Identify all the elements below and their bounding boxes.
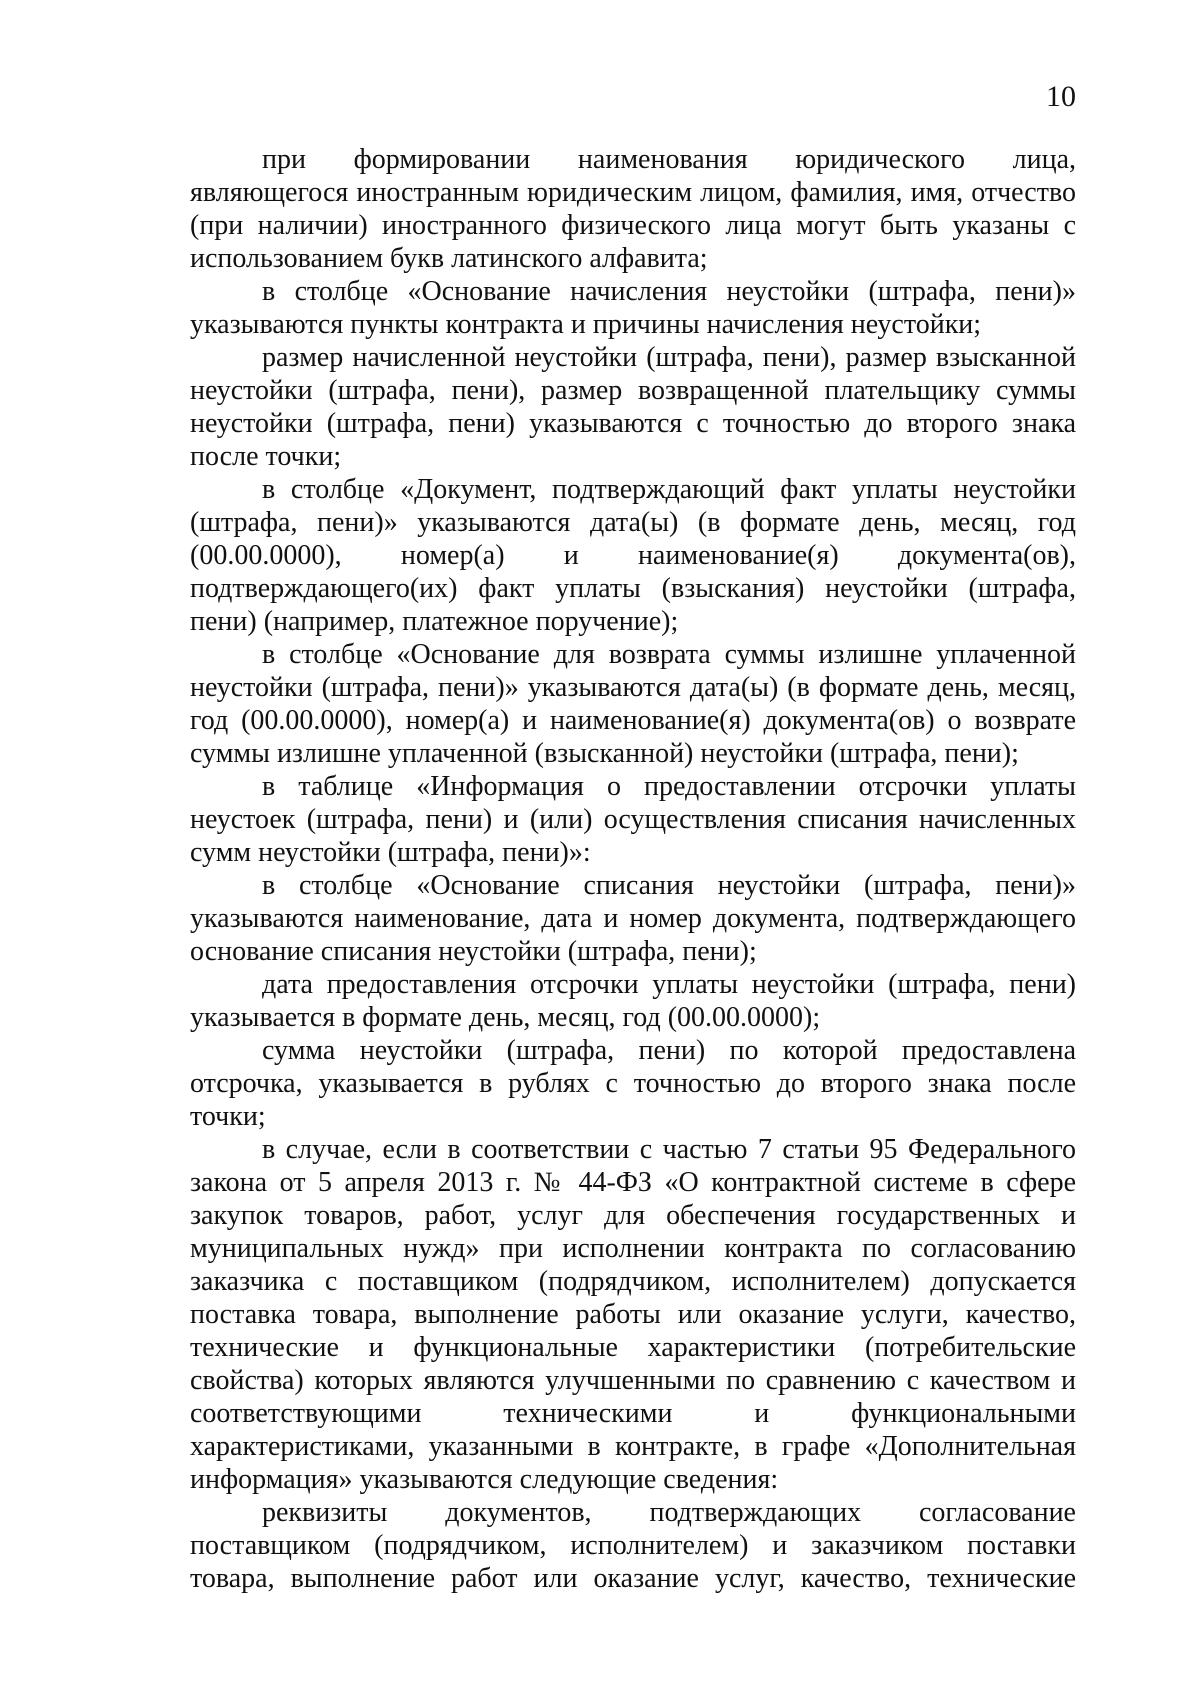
paragraph-payment-document-column: в столбце «Документ, подтверждающий факт уплаты неустойки (штрафа, пени)» указываются дата(ы) (в формате день, месяц, год (00.00.0000), номер(а) и наименование(я) документа(ов), подтверждающего(их) факт уплаты (взыскания) неустойки (штрафа, пени) (например, платежное поручение); xyxy=(190,474,1076,637)
paragraph-legal-entity-name: при формировании наименования юридического лица, являющегося иностранным юридическим лицом, фамилия, имя, отчество (при наличии) иностранного физического лица могут быть указаны с использованием букв латинского алфавита; xyxy=(190,144,1076,274)
page-number: 10 xyxy=(1046,80,1076,113)
paragraph-refund-basis-column: в столбце «Основание для возврата суммы излишне уплаченной неустойки (штрафа, пени)» указываются дата(ы) (в формате день, месяц, год (00.00.0000), номер(а) и наименование(я) документа(ов) о возврате суммы излишне уплаченной (взысканной) неустойки (штрафа, пени); xyxy=(190,639,1076,769)
paragraph-approval-documents: реквизиты документов, подтверждающих согласование поставщиком (подрядчиком, исполнителем) и заказчиком поставки товара, выполнение работ или оказание услуг, качество, технические xyxy=(190,1497,1076,1594)
paragraph-improved-goods-case: в случае, если в соответствии с частью 7 статьи 95 Федерального закона от 5 апреля 2013 г. № 44-ФЗ «О контрактной системе в сфере закупок товаров, работ, услуг для обеспечения государственных и муниципальных нужд» при исполнении контракта по согласованию заказчика с поставщиком (подрядчиком, исполнителем) допускается поставка товара, выполнение работы или оказание услуги, качество, технические и функциональные характеристики (потребительские свойства) которых являются улучшенными по сравнению с качеством и соответствующими техническими и функциональными характеристиками, указанными в контракте, в графе «Дополнительная информация» указываются следующие сведения: xyxy=(190,1134,1076,1495)
paragraph-deferral-table: в таблице «Информация о предоставлении отсрочки уплаты неустоек (штрафа, пени) и (или) осуществления списания начисленных сумм неустойки (штрафа, пени)»: xyxy=(190,771,1076,868)
paragraph-deferral-date: дата предоставления отсрочки уплаты неустойки (штрафа, пени) указывается в формате день, месяц, год (00.00.0000); xyxy=(190,969,1076,1033)
paragraph-penalty-basis-column: в столбце «Основание начисления неустойки (штрафа, пени)» указываются пункты контракта и причины начисления неустойки; xyxy=(190,276,1076,340)
paragraph-penalty-amounts: размер начисленной неустойки (штрафа, пени), размер взысканной неустойки (штрафа, пени), размер возвращенной плательщику суммы неустойки (штрафа, пени) указываются с точностью до второго знака после точки; xyxy=(190,342,1076,472)
document-body xyxy=(190,143,1076,1595)
paragraph-writeoff-basis-column: в столбце «Основание списания неустойки (штрафа, пени)» указываются наименование, дата и номер документа, подтверждающего основание списания неустойки (штрафа, пени); xyxy=(190,870,1076,967)
paragraph-deferral-amount: сумма неустойки (штрафа, пени) по которой предоставлена отсрочка, указывается в рублях с точностью до второго знака после точки; xyxy=(190,1035,1076,1132)
